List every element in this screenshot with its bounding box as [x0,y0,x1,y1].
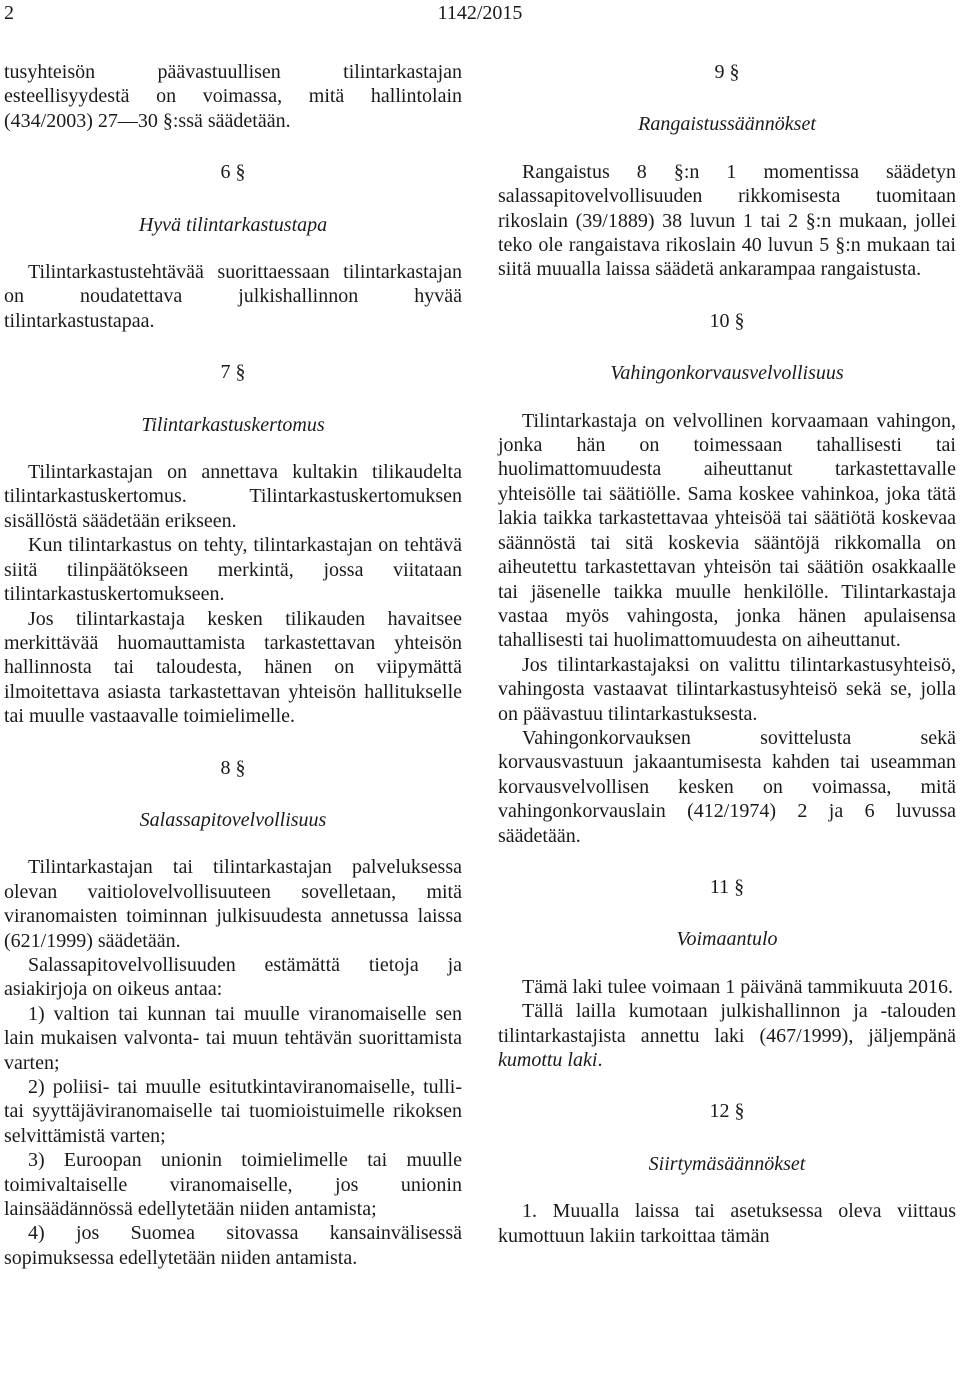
right-column [498,60,956,1248]
section-10-number: 10 § [709,309,745,332]
repeal-paragraph-text: Tällä lailla kumotaan julkishallinnon ja -talouden tilintarkastajista annettu laki (467/1999), jäljempänä [498,1000,956,1047]
left-column [4,60,462,1270]
section-7-paragraph-3: Jos tilintarkastaja kesken tilikauden havaitsee merkittävää huomauttamista tarkastettavan yhteisön hallinnosta tai taloudesta, hänen on viipymättä ilmoitettava asiasta tarkastettavan yhteisön hallitukselle tai muulle vastaavalle toimielimelle. [4,607,462,728]
section-10-title: Vahingonkorvausvelvollisuus [610,362,844,385]
section-8-number: 8 § [220,756,246,779]
section-10-paragraph-2: Jos tilintarkastajaksi on valittu tilintarkastusyhteisö, vahingosta vastaavat tilintarkastusyhteisö sekä se, jolla on päävastuu tilintarkastuksesta. [498,653,956,725]
document-number: 1142/2015 [437,2,523,24]
section-11-title: Voimaantulo [676,928,778,951]
section-8-title: Salassapitovelvollisuus [139,808,327,831]
section-7-paragraph-2: Kun tilintarkastus on tehty, tilintarkastajan on tehtävä siitä tilinpäätökseen merkintä, jossa viitataan tilintarkastuskertomukseen. [4,534,462,606]
section-12-title: Siirtymäsäännökset [648,1152,806,1175]
section-11-number: 11 § [709,875,745,898]
section-8-item-2: 2) poliisi- tai muulle esitutkintaviranomaiselle, tulli- tai syyttäjäviranomaiselle tai tuomioistuimelle rikoksen selvittämistä varten; [4,1076,462,1147]
section-6 [4,160,462,333]
section-8-paragraph-1: Tilintarkastajan tai tilintarkastajan palveluksessa olevan vaitiolovelvollisuuteen sovelletaan, mitä viranomaisten toiminnan julkisuudesta annetussa laissa (621/1999) säädetään. [4,856,462,952]
section-8 [4,756,462,1271]
section-6-title: Hyvä tilintarkastustapa [138,213,328,236]
section-9-paragraph-1: Rangaistus 8 §:n 1 momentissa säädetyn salassapitovelvollisuuden rikkomisesta tuomitaan rikoslain (39/1889) 38 luvun 1 tai 2 §:n mukaan, jollei teko ole rangaistava rikoslain 40 luvun 5 §:n mukaan tai siitä muualla laissa säädetä ankarampaa rangaistusta. [498,160,956,281]
section-10-paragraph-1: Tilintarkastaja on velvollinen korvaamaan vahingon, jonka hän on toimessaan tahallisesti tai huolimattomuudesta aiheuttanut tarkastettavalle yhteisölle tai säätiölle. Sama koskee vahinkoa, joka tätä lakia taikka tarkastettavaa yhteisöä tai säätiötä koskevaa säännöstä tai sitä koskevia sääntöjä rikkomalla on aiheutettu tarkastettavan yhteisön tai säätiön osakkaalle tai jäsenelle taikka muulle henkilölle. Tilintarkastaja vastaa myös vahingosta, jonka hänen apulaisensa tahallisesti tai huolimattomuudesta on aiheuttanut. [498,409,956,652]
repeal-paragraph-end: . [597,1049,603,1071]
section-9-number: 9 § [714,61,740,83]
section-7-paragraph-1: Tilintarkastajan on annettava kultakin tilikaudelta tilintarkastuskertomus. Tilintarkastuskertomuksen sisällöstä säädetään erikseen. [4,461,462,532]
section-10 [498,309,956,848]
section-7 [4,360,462,728]
section-11-paragraph-1: Tämä laki tulee voimaan 1 päivänä tammikuuta 2016. [522,975,953,998]
section-10-paragraph-3: Vahingonkorvauksen sovittelusta sekä korvausvastuun jakaantumisesta kahden tai useamman korvausvelvollisen kesken on voimassa, mitä vahingonkorvauslain (412/1974) 2 ja 6 luvussa säädetään. [498,726,956,847]
section-7-number: 7 § [220,361,246,384]
intro-paragraph: tusyhteisön päävastuullisen tilintarkastajan esteellisyydestä on voimassa, mitä hallintolain (434/2003) 27—30 §:ssä säädetään. [4,61,462,132]
section-6-number: 6 § [220,161,246,184]
section-12-number: 12 § [709,1100,745,1123]
section-6-paragraph-1: Tilintarkastustehtävää suorittaessaan tilintarkastajan on noudatettava julkishallinnon hyvää tilintarkastustapaa. [4,261,462,332]
section-11 [498,875,956,1072]
section-11-repeal-paragraph [498,999,956,1072]
section-9-title: Rangaistussäännökset [638,113,816,136]
page-header [0,2,960,32]
section-12 [498,1099,956,1248]
section-12-paragraph-1: 1. Muualla laissa tai asetuksessa oleva viittaus kumottuun lakiin tarkoittaa tämän [498,1200,956,1247]
page-number: 2 [4,2,14,24]
section-8-item-4: 4) jos Suomea sitovassa kansainvälisessä sopimuksessa edellytetään niiden antamista. [4,1222,462,1269]
section-8-paragraph-2: Salassapitovelvollisuuden estämättä tietoja ja asiakirjoja on oikeus antaa: [4,953,462,1001]
section-9 [498,60,956,282]
section-8-item-1: 1) valtion tai kunnan tai muulle viranomaiselle sen lain mukaisen valvonta- tai muun tehtävän suorittamista varten; [4,1002,462,1074]
repeal-paragraph-italic-term: kumottu laki [498,1049,598,1071]
section-7-title: Tilintarkastuskertomus [141,413,325,436]
section-8-item-3: 3) Euroopan unionin toimielimelle tai muulle toimivaltaiselle viranomaiselle, jos unionin lainsäädännössä edellytetään niiden antamista; [4,1149,462,1221]
